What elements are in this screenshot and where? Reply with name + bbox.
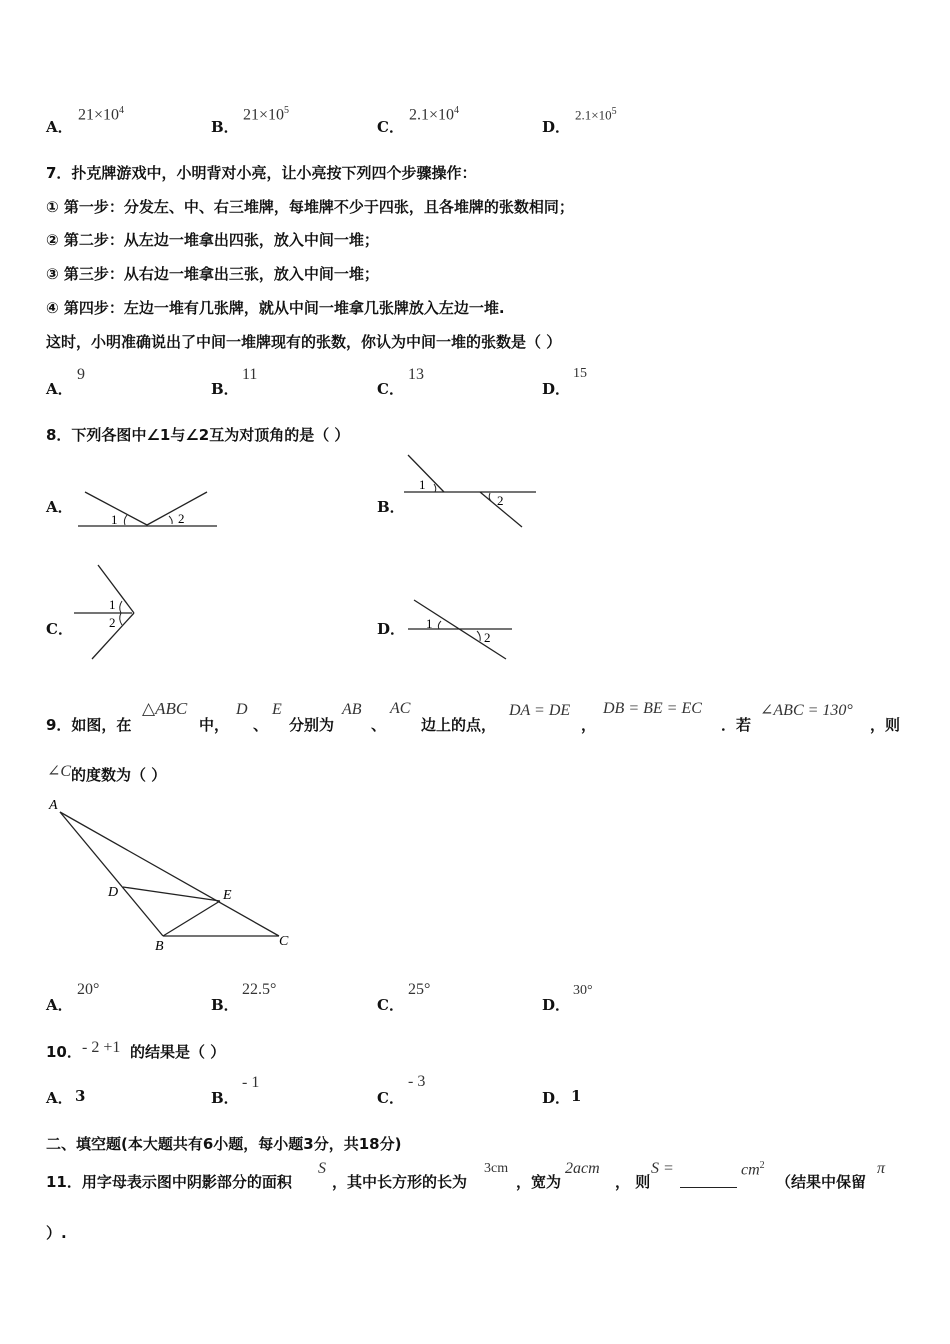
q6-option-d-label: D． [542, 118, 571, 136]
q8-option-b-label: B． [377, 498, 405, 516]
q6-option-b-value: $21\times 10^5$ [243, 105, 290, 124]
q7-option-b-label: B． [211, 380, 239, 398]
section-2-title: 二、填空题(本大题共有6小题，每小题3分，共18分) [46, 1135, 402, 1153]
q7-option-d-label: D． [542, 380, 571, 398]
q11-s: S [318, 1160, 326, 1177]
q11-part-1: 11．用字母表示图中阴影部分的面积 [46, 1173, 292, 1191]
q8-figure-d [405, 598, 520, 663]
q8-figure-b [402, 453, 542, 533]
q9-angle-c: ∠C [47, 763, 72, 780]
q9-eq-da-de: DA = DE [509, 702, 571, 719]
q8c-angle-2-label: 2 [109, 615, 116, 630]
q8d-angle-2-label: 2 [484, 630, 491, 645]
q9-eq-db-be-ec: DB = BE = EC [603, 700, 702, 717]
q9-option-a-label: A． [46, 996, 73, 1014]
q9-option-b-value: 22.5° [242, 981, 277, 998]
q9-question-tail: 的度数为（ ） [71, 766, 167, 784]
q8-option-a-label: A． [46, 498, 73, 516]
q7-question: 这时，小明准确说出了中间一堆牌现有的张数，你认为中间一堆的张数是（ ） [46, 333, 562, 351]
q9-zhong: 中， [199, 716, 230, 734]
q9-bian: 边上的点， [421, 716, 497, 734]
q10-option-b-value: - 1 [242, 1074, 260, 1091]
q8-figure-c [72, 563, 152, 663]
q9-option-a-value: 20° [77, 981, 100, 998]
q9-side-ac: AC [390, 700, 411, 717]
q9-fig-label-e: E [223, 888, 232, 903]
q8d-angle-1-label: 1 [426, 616, 433, 631]
q8a-angle-2-label: 2 [178, 511, 185, 526]
q6-option-a-label: A． [46, 118, 73, 136]
q10-option-d-label: D． [542, 1089, 571, 1107]
q6-option-d-value: $2.1\times 10^5$ [575, 106, 617, 123]
q7-step-3: ③ 第三步：从右边一堆拿出三张，放入中间一堆； [46, 265, 379, 283]
q10-question-tail: 的结果是（ ） [130, 1043, 226, 1061]
q9-fig-label-a: A [49, 798, 58, 813]
q9-fig-label-d: D [108, 885, 119, 900]
q9-point-d: D [236, 701, 248, 718]
q11-part-4: ， 则 [615, 1173, 651, 1191]
q6-option-a-value: $21\times 10^4$ [78, 105, 125, 124]
q9-fig-label-c: C [279, 934, 289, 949]
q8c-angle-1-label: 1 [109, 597, 116, 612]
q10-option-c-label: C． [377, 1089, 404, 1107]
q7-step-2: ② 第二步：从左边一堆拿出四张，放入中间一堆； [46, 231, 379, 249]
q11-part-3: ，宽为 [516, 1173, 562, 1191]
q10-option-c-value: - 3 [408, 1073, 426, 1090]
q7-option-a-value: 9 [77, 366, 85, 383]
q11-end: ）. [46, 1224, 67, 1242]
q9-option-b-label: B． [211, 996, 239, 1014]
q9-fig-label-b: B [155, 939, 164, 954]
q9-triangle: △ABC [142, 699, 188, 718]
q8a-angle-1-label: 1 [111, 512, 118, 527]
q10-option-a-value: 3 [75, 1087, 86, 1105]
q11-width: 2acm [565, 1160, 600, 1177]
q9-option-c-value: 25° [408, 981, 431, 998]
q11-answer-blank[interactable] [680, 1187, 737, 1188]
q7-option-d-value: 15 [573, 366, 587, 381]
q8-stem: 8．下列各图中∠1与∠2互为对顶角的是（ ） [46, 426, 350, 444]
q7-option-c-label: C． [377, 380, 404, 398]
q6-option-c-label: C． [377, 118, 404, 136]
q8-option-d-label: D． [377, 620, 406, 638]
q8-option-c-label: C． [46, 620, 73, 638]
q6-option-b-label: B． [211, 118, 239, 136]
q8b-angle-2-label: 2 [497, 493, 504, 508]
q9-point-e: E [272, 701, 282, 718]
q9-option-c-label: C． [377, 996, 404, 1014]
q10-option-a-label: A． [46, 1089, 73, 1107]
q11-part-5: （结果中保留 [776, 1173, 867, 1191]
q10-number: 10． [46, 1043, 82, 1061]
q10-expression: - 2 +1 [82, 1039, 121, 1056]
q9-comma: ， [581, 716, 597, 734]
q7-option-a-label: A． [46, 380, 73, 398]
q9-ze: ，则 [870, 716, 901, 734]
q9-fenbie: 分别为 [289, 716, 335, 734]
q8b-angle-1-label: 1 [419, 477, 426, 492]
q7-option-b-value: 11 [242, 366, 258, 383]
q9-option-d-value: 30° [573, 983, 593, 998]
q10-option-d-value: 1 [571, 1087, 582, 1105]
q11-part-2: ，其中长方形的长为 [332, 1173, 468, 1191]
q9-ruo: ．若 [721, 716, 752, 734]
q9-eq-angle-abc: ∠ABC = 130° [760, 702, 853, 719]
q9-sep-2: 、 [371, 716, 387, 734]
q8-figure-a [75, 488, 225, 533]
q9-sep-1: 、 [253, 716, 269, 734]
q6-option-c-value: $2.1\times 10^4$ [409, 105, 460, 124]
q11-pi: π [877, 1160, 886, 1177]
q7-step-4: ④ 第四步：左边一堆有几张牌，就从中间一堆拿几张牌放入左边一堆. [46, 299, 505, 317]
q7-step-1: ① 第一步：分发左、中、右三堆牌，每堆牌不少于四张，且各堆牌的张数相同； [46, 198, 574, 216]
q9-option-d-label: D． [542, 996, 571, 1014]
q10-option-b-label: B． [211, 1089, 239, 1107]
q9-triangle-figure [45, 795, 295, 955]
q9-side-ab: AB [342, 701, 362, 718]
q7-option-c-value: 13 [408, 366, 424, 383]
q9-intro: 9．如图，在 [46, 716, 132, 734]
q11-s-equals: S = [651, 1160, 674, 1177]
q11-length: 3cm [484, 1161, 509, 1176]
q11-unit: $cm^2$ [741, 1160, 765, 1179]
q7-stem: 7．扑克牌游戏中，小明背对小亮，让小亮按下列四个步骤操作： [46, 164, 477, 182]
